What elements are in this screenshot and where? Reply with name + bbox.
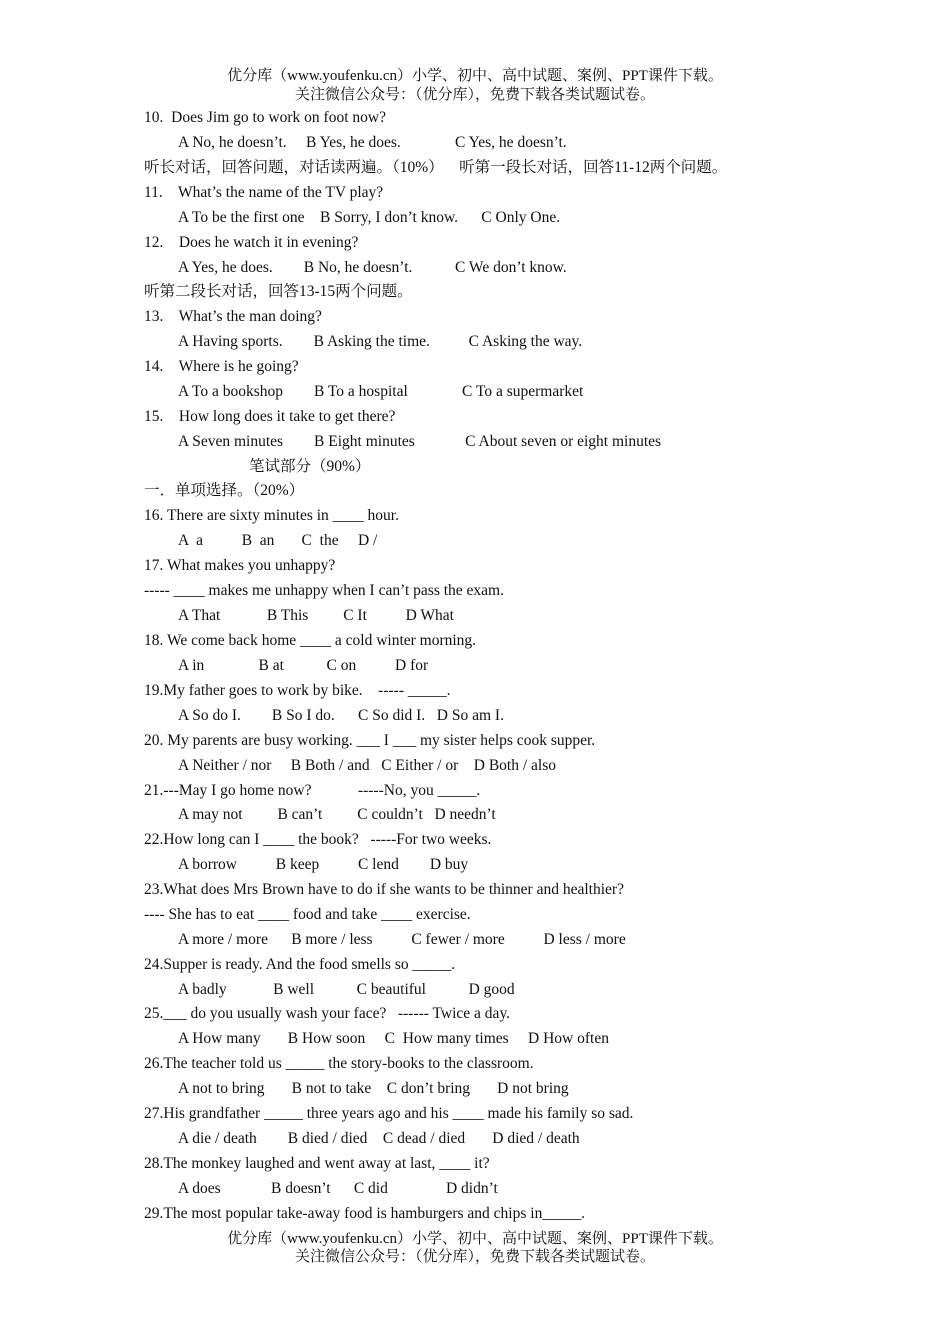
section-instruction-long-dialogue: 听长对话，回答问题，对话读两遍。（10%） 听第一段长对话，回答11-12两个问题。 xyxy=(144,159,728,176)
options-23: A more / more B more / less C fewer / more D less / more xyxy=(178,931,626,948)
options-26: A not to bring B not to take C don’t bring D not bring xyxy=(178,1080,569,1097)
page-footer-line-1: 优分库（www.youfenku.cn）小学、初中、高中试题、案例、PPT课件下载。 xyxy=(227,1231,723,1247)
question-11: 11. What’s the name of the TV play? xyxy=(144,184,384,201)
question-22: 22.How long can I ____ the book? -----For two weeks. xyxy=(144,831,492,848)
question-27: 27.His grandfather _____ three years ago and his ____ made his family so sad. xyxy=(144,1105,634,1122)
question-18: 18. We come back home ____ a cold winter morning. xyxy=(144,632,477,649)
question-29: 29.The most popular take-away food is hamburgers and chips in_____. xyxy=(144,1205,585,1222)
options-22: A borrow B keep C lend D buy xyxy=(178,856,469,873)
page-footer-line-2: 关注微信公众号：（优分库），免费下载各类试题试卷。 xyxy=(294,1249,655,1265)
options-20: A Neither / nor B Both / and C Either / or D Both / also xyxy=(178,757,556,774)
question-21: 21.---May I go home now? -----No, you _____. xyxy=(144,782,481,799)
question-10: 10. Does Jim go to work on foot now? xyxy=(144,109,386,126)
question-19: 19.My father goes to work by bike. ----- _____. xyxy=(144,682,451,699)
question-28: 28.The monkey laughed and went away at last, ____ it? xyxy=(144,1155,490,1172)
options-11: A To be the first one B Sorry, I don’t know. C Only One. xyxy=(178,209,561,226)
options-13: A Having sports. B Asking the time. C Asking the way. xyxy=(178,333,583,350)
question-23-response: ---- She has to eat ____ food and take ____ exercise. xyxy=(144,906,471,923)
options-27: A die / death B died / died C dead / died D died / death xyxy=(178,1130,580,1147)
options-21: A may not B can’t C couldn’t D needn’t xyxy=(178,806,496,823)
question-15: 15. How long does it take to get there? xyxy=(144,408,396,425)
options-24: A badly B well C beautiful D good xyxy=(178,981,515,998)
question-25: 25.___ do you usually wash your face? ------ Twice a day. xyxy=(144,1005,511,1022)
options-18: A in B at C on D for xyxy=(178,657,429,674)
page-header-line-2: 关注微信公众号：（优分库），免费下载各类试题试卷。 xyxy=(294,87,655,103)
options-15: A Seven minutes B Eight minutes C About seven or eight minutes xyxy=(178,433,662,450)
question-26: 26.The teacher told us _____ the story-books to the classroom. xyxy=(144,1055,534,1072)
question-17-response: ----- ____ makes me unhappy when I can’t pass the exam. xyxy=(144,582,504,599)
question-14: 14. Where is he going? xyxy=(144,358,299,375)
written-part-heading: 笔试部分（90%） xyxy=(249,458,371,475)
options-16: A a B an C the D / xyxy=(178,532,378,549)
options-12: A Yes, he does. B No, he doesn’t. C We don’t know. xyxy=(178,259,567,276)
options-17: A That B This C It D What xyxy=(178,607,454,624)
options-25: A How many B How soon C How many times D How often xyxy=(178,1030,609,1047)
options-19: A So do I. B So I do. C So did I. D So am I. xyxy=(178,707,504,724)
options-10: A No, he doesn’t. B Yes, he does. C Yes, he doesn’t. xyxy=(178,134,567,151)
question-23: 23.What does Mrs Brown have to do if she wants to be thinner and healthier? xyxy=(144,881,624,898)
question-12: 12. Does he watch it in evening? xyxy=(144,234,359,251)
question-20: 20. My parents are busy working. ___ I ___ my sister helps cook supper. xyxy=(144,732,596,749)
section-multiple-choice-heading: 一．单项选择。（20%） xyxy=(144,482,305,499)
question-13: 13. What’s the man doing? xyxy=(144,308,322,325)
question-16: 16. There are sixty minutes in ____ hour. xyxy=(144,507,399,524)
section-instruction-second-dialogue: 听第二段长对话，回答13-15两个问题。 xyxy=(144,283,413,300)
question-24: 24.Supper is ready. And the food smells so _____. xyxy=(144,956,456,973)
options-28: A does B doesn’t C did D didn’t xyxy=(178,1180,498,1197)
options-14: A To a bookshop B To a hospital C To a supermarket xyxy=(178,383,584,400)
page-header-line-1: 优分库（www.youfenku.cn）小学、初中、高中试题、案例、PPT课件下载。 xyxy=(227,68,723,84)
question-17: 17. What makes you unhappy? xyxy=(144,557,336,574)
